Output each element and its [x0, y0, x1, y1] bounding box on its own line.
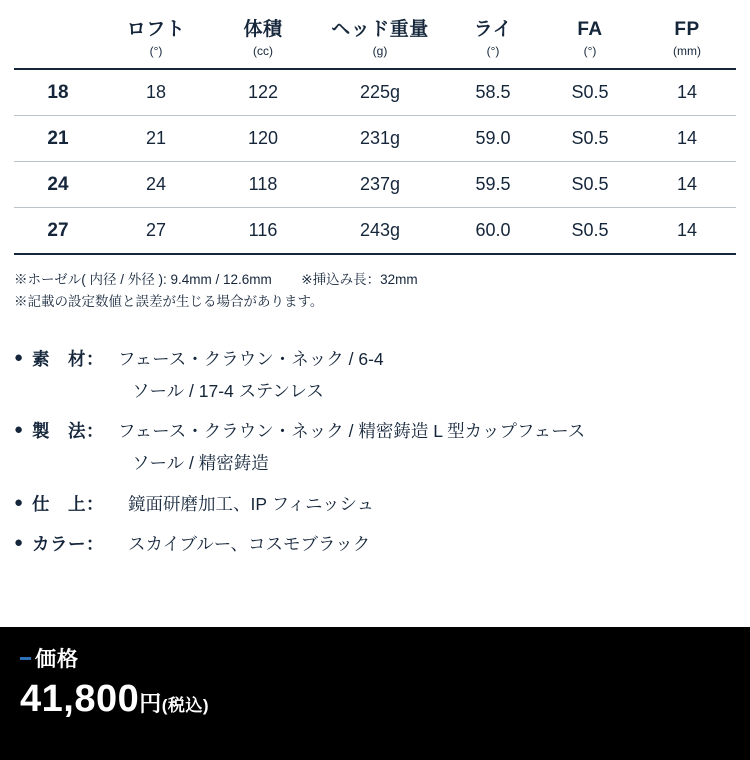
cell-lie: 59.5 [444, 162, 542, 208]
price-tax-note: (税込) [161, 696, 210, 715]
spec-label-construction: 製 法： [32, 421, 104, 442]
cell-volume: 118 [210, 162, 316, 208]
cell-volume: 120 [210, 116, 316, 162]
cell-lie: 58.5 [444, 69, 542, 116]
accent-dash-icon [20, 657, 31, 660]
header-unit: (cc) [253, 43, 273, 58]
spec-value-construction [118, 418, 750, 477]
table-header-fa [542, 10, 638, 69]
cell-fp: 14 [638, 116, 736, 162]
header-unit: (mm) [673, 43, 701, 58]
bullet-icon: ● [14, 348, 24, 366]
cell-volume: 122 [210, 69, 316, 116]
table-header-fp [638, 10, 736, 69]
cell-loft: 18 [102, 69, 210, 116]
table-header [14, 10, 736, 69]
price-bar [0, 627, 750, 760]
spec-value-finish: 鏡面研磨加工、IP フィニッシュ [128, 493, 375, 514]
table-header-head-weight [316, 10, 444, 69]
header-unit: (g) [372, 43, 388, 58]
header-unit: (°) [486, 43, 500, 58]
spec-label-material: 素 材： [32, 348, 104, 369]
table-row [14, 162, 736, 208]
bullet-icon: ● [14, 533, 24, 551]
cell-lie: 60.0 [444, 208, 542, 255]
price-title: 価格 [35, 648, 79, 671]
header-unit: (°) [149, 43, 163, 58]
material-spec-list [14, 346, 750, 558]
price-value: 41,800 [20, 678, 140, 720]
cell-fa: S0.5 [542, 116, 638, 162]
header-label: FA [577, 19, 603, 40]
footnote-line-1 [14, 269, 736, 291]
table-row [14, 116, 736, 162]
row-loft-heading: 18 [14, 69, 102, 116]
cell-lie: 59.0 [444, 116, 542, 162]
cell-fp: 14 [638, 69, 736, 116]
row-loft-heading: 27 [14, 208, 102, 255]
bullet-icon: ● [14, 493, 24, 511]
cell-loft: 24 [102, 162, 210, 208]
header-label: ライ [473, 19, 513, 40]
list-item [14, 346, 750, 405]
cell-fa: S0.5 [542, 69, 638, 116]
footnote-insert-length: ※挿込み長：32mm [301, 272, 418, 288]
cell-head-weight: 225g [316, 69, 444, 116]
cell-fp: 14 [638, 208, 736, 255]
footnote-line-2: ※記載の設定数値と誤差が生じる場合があります。 [14, 294, 324, 310]
list-item [14, 531, 750, 557]
cell-head-weight: 243g [316, 208, 444, 255]
spec-value-line2: ソール / 17-4 ステンレス [132, 380, 324, 401]
spec-value-line2: ソール / 精密鋳造 [132, 453, 269, 474]
list-item [14, 491, 750, 517]
cell-loft: 27 [102, 208, 210, 255]
table-header-volume [210, 10, 316, 69]
cell-head-weight: 237g [316, 162, 444, 208]
table-footnotes [14, 269, 736, 314]
price-amount-row [20, 679, 750, 721]
footnote-hosel: ※ホーゼル( 内径 / 外径 ): 9.4mm / 12.6mm [14, 272, 272, 288]
cell-fa: S0.5 [542, 162, 638, 208]
cell-fa: S0.5 [542, 208, 638, 255]
list-item [14, 418, 750, 477]
cell-fp: 14 [638, 162, 736, 208]
row-loft-heading: 24 [14, 162, 102, 208]
table-header-loft [102, 10, 210, 69]
spec-value-material [118, 346, 750, 405]
spec-sheet [0, 10, 750, 760]
header-unit: (°) [583, 43, 597, 58]
row-loft-heading: 21 [14, 116, 102, 162]
table-header-lie [444, 10, 542, 69]
price-title-row [20, 643, 750, 673]
cell-head-weight: 231g [316, 116, 444, 162]
header-label: ロフト [126, 19, 186, 40]
table-row [14, 208, 736, 255]
spec-value-line1: フェース・クラウン・ネック / 6-4 [118, 348, 384, 369]
header-label: FP [674, 19, 700, 40]
spec-label-finish: 仕 上： [32, 493, 104, 514]
bullet-icon: ● [14, 421, 24, 439]
price-currency: 円 [139, 691, 162, 716]
spec-table [14, 10, 736, 255]
table-header-blank [14, 10, 102, 69]
table-body [14, 69, 736, 254]
spec-value-line1: フェース・クラウン・ネック / 精密鋳造 L 型カップフェース [118, 421, 586, 442]
table-header-row [14, 10, 736, 69]
header-label: ヘッド重量 [331, 19, 429, 40]
cell-volume: 116 [210, 208, 316, 255]
cell-loft: 21 [102, 116, 210, 162]
header-label: 体積 [243, 19, 283, 40]
spec-value-color: スカイブルー、コスモブラック [128, 533, 371, 554]
table-row [14, 69, 736, 116]
spec-label-color: カラー： [32, 533, 104, 554]
